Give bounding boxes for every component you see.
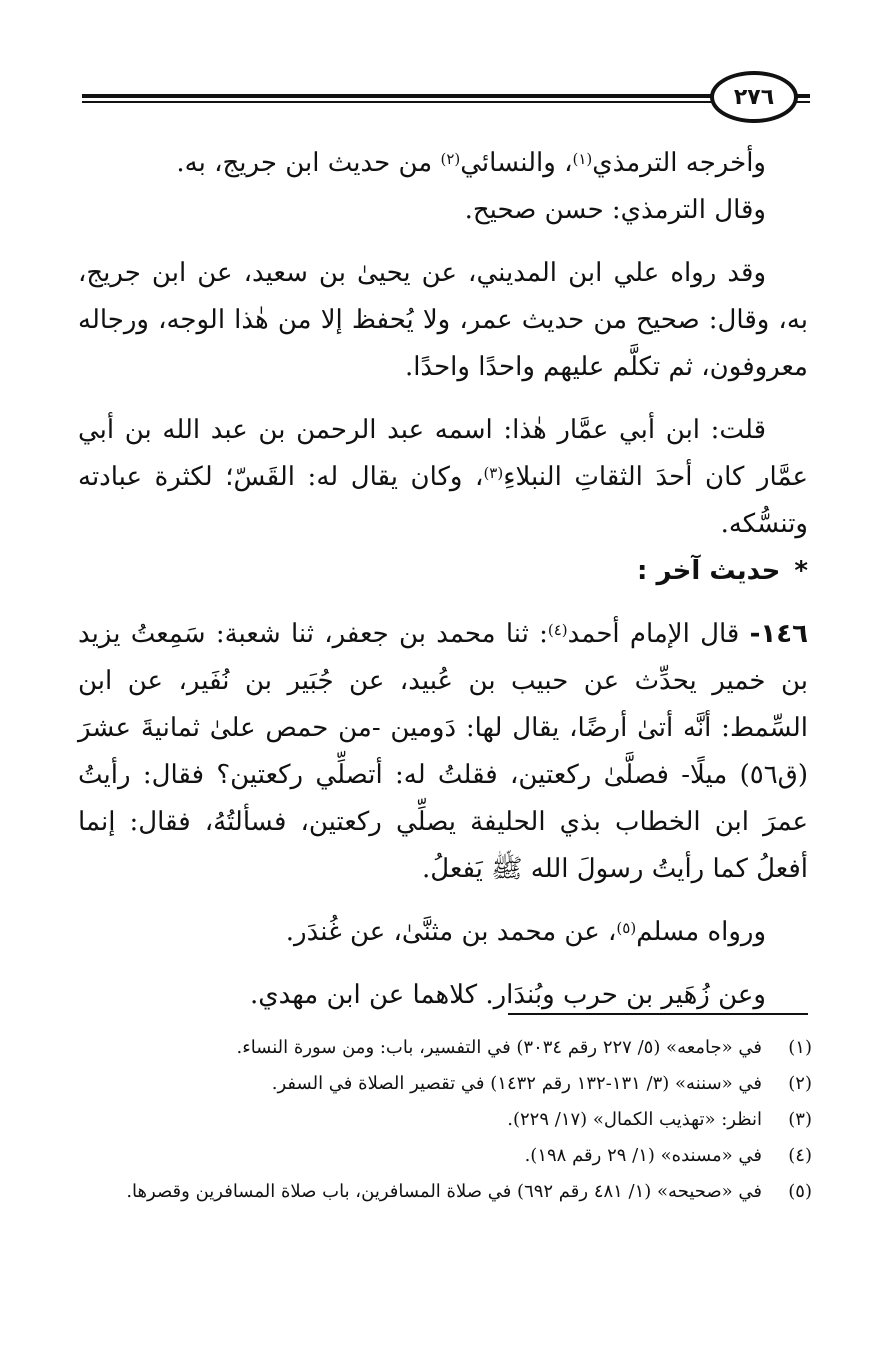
text-run: ، عن محمد بن مثنَّىٰ، عن غُندَر.: [285, 917, 617, 947]
text-run: قلت: ابن أبي عمَّار هٰذا: اسمه عبد الرحمن بن عبد الله بن أبي عمَّار كان أحدَ الثقاتِ النبلاءِ: [78, 415, 808, 492]
spacer: [78, 391, 808, 407]
asterisk-icon: *: [794, 556, 808, 586]
footnote-4: [82, 1138, 812, 1174]
footnote-number: (٣): [788, 1109, 812, 1130]
text-run: وأخرجه الترمذي: [592, 148, 766, 178]
page-number: ٢٧٦: [733, 84, 775, 110]
section-heading: [78, 548, 808, 595]
footnote-2: [82, 1066, 812, 1102]
paragraph-1: [78, 140, 808, 187]
text-run: ورواه مسلم: [636, 917, 766, 947]
header-rule-thin: [82, 101, 712, 103]
spacer: [78, 595, 808, 611]
footnote-ref[interactable]: (٥): [616, 919, 637, 937]
page-number-badge: [710, 71, 798, 123]
paragraph-3: وقد رواه علي ابن المديني، عن يحيىٰ بن سعيد، عن ابن جريج، به، وقال: صحيح من حديث عمر، ولا يُحفظ إلا من هٰذا الوجه، ورجاله معروفون، ثم تكلَّم عليهم واحدًا واحدًا.: [78, 258, 808, 382]
footnote-number: (٥): [788, 1181, 812, 1202]
paragraph-7: وعن زُهَير بن حرب وبُندَار. كلاهما عن ابن مهدي.: [250, 980, 766, 1010]
page-header: [82, 68, 810, 128]
spacer: [78, 956, 808, 972]
text-run: قال الإمام أحمد: [567, 619, 750, 649]
footnote-5: [82, 1174, 812, 1210]
footnote-ref[interactable]: (٤): [547, 621, 568, 639]
text-run: ، وكان يقال له: القَسّ؛ لكثرة عبادته وتنسُّكه.: [78, 462, 808, 539]
paragraph-hadith-146: [78, 611, 808, 893]
main-text: [78, 140, 808, 1019]
footnote-text: في «سننه» (٣/ ١٣١-١٣٢ رقم ١٤٣٢) في تقصير الصلاة في السفر.: [271, 1073, 762, 1094]
spacer: [78, 234, 808, 250]
footnote-number: (١): [788, 1037, 812, 1058]
footnote-ref[interactable]: (٣): [483, 464, 504, 482]
footnote-separator: [508, 1013, 808, 1015]
footnote-text: في «جامعه» (٥/ ٢٢٧ رقم ٣٠٣٤) في التفسير، باب: ومن سورة النساء.: [236, 1037, 762, 1058]
footnote-text: في «مسنده» (١/ ٢٩ رقم ١٩٨).: [524, 1145, 762, 1166]
text-run: ، والنسائي: [460, 148, 573, 178]
footnotes: [82, 1030, 812, 1210]
text-run: من حديث ابن جريج، به.: [176, 148, 441, 178]
spacer: [78, 893, 808, 909]
footnote-text: في «صحيحه» (١/ ٤٨١ رقم ٦٩٢) في صلاة المسافرين، باب صلاة المسافرين وقصرها.: [126, 1181, 762, 1202]
paragraph-2: وقال الترمذي: حسن صحيح.: [464, 195, 766, 225]
footnote-text: انظر: «تهذيب الكمال» (١٧/ ٢٢٩).: [507, 1109, 762, 1130]
footnote-number: (٢): [788, 1073, 812, 1094]
footnote-1: [82, 1030, 812, 1066]
footnote-ref[interactable]: (١): [572, 150, 593, 168]
paragraph-6: [78, 909, 808, 956]
hadith-number: ١٤٦-: [749, 619, 808, 649]
section-heading-text: حديث آخر :: [637, 556, 781, 586]
paragraph-4: [78, 407, 808, 548]
footnote-ref[interactable]: (٢): [440, 150, 461, 168]
header-rule: [82, 94, 712, 98]
text-run: : ثنا محمد بن جعفر، ثنا شعبة: سَمِعتُ يزيد بن خمير يحدِّث عن حبيب بن عُبيد، عن جُبَير بن نُفَير، عن ابن السِّمط: أنَّه أتىٰ أرضًا، يقال لها: دَومين -من حمص علىٰ ثمانيةَ عشرَ (ق٥٦) ميلًا- فصلَّىٰ ركعتين، فقلتُ له: أتصلِّي ركعتين؟ فقال: رأيتُ عمرَ ابن الخطاب بذي الحليفة يصلِّي ركعتين، فسألتُهُ، فقال: إنما أفعلُ كما رأيتُ رسولَ الله ﷺ يَفعلُ.: [78, 619, 808, 884]
footnote-3: [82, 1102, 812, 1138]
footnote-number: (٤): [788, 1145, 812, 1166]
